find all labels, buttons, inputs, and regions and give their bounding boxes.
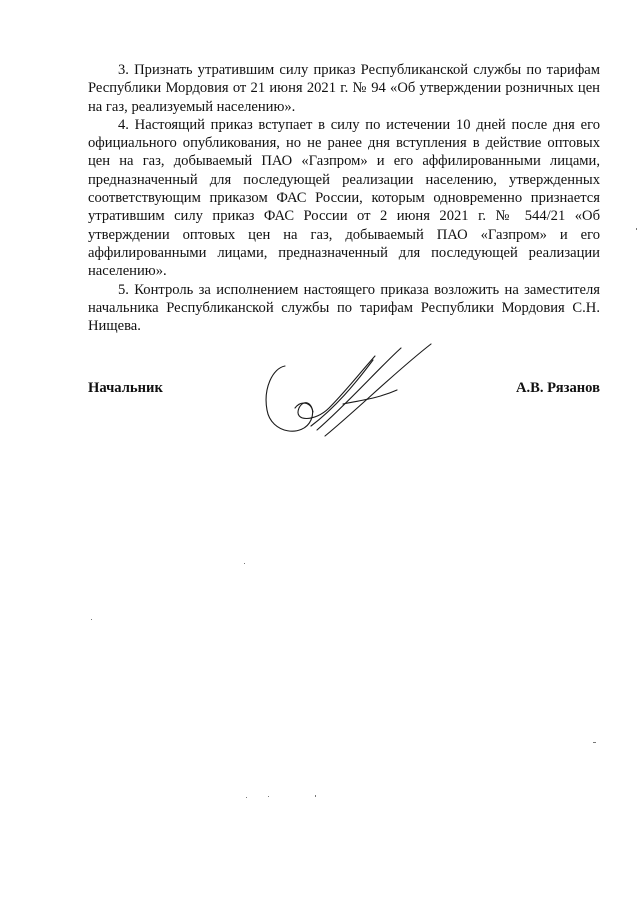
document-body [88, 61, 600, 335]
scan-speck [636, 228, 637, 230]
scan-speck [91, 619, 92, 620]
scan-speck [315, 795, 316, 797]
paragraph-4: 4. Настоящий приказ вступает в силу по истечении 10 дней после дня его официального опубликования, но не ранее дня вступления в действие оптовых цен на газ, добываемый ПАО «Газпром» и его аффилированными лицами, предназначенный для последующей реализации населению, утвержденных соответствующим приказом ФАС России, которым одновременно признается утратившим силу приказ ФАС России от 2 июня 2021 г. № 544/21 «Об утверждении оптовых цен на газ, добываемый ПАО «Газпром» и его аффилированными лицами, предназначенный для последующей реализации населению». [88, 116, 600, 280]
signatory-title: Начальник [88, 380, 163, 396]
paragraph-5: 5. Контроль за исполнением настоящего приказа возложить на заместителя начальника Республиканской службы по тарифам Республики Мордовия С.Н. Нищева. [88, 281, 600, 335]
handwritten-signature [255, 338, 445, 448]
paragraph-3: 3. Признать утратившим силу приказ Республиканской службы по тарифам Республики Мордовия от 21 июня 2021 г. № 94 «Об утверждении розничных цен на газ, реализуемый населению». [88, 62, 600, 115]
scan-speck [244, 563, 245, 564]
scan-speck [246, 797, 247, 798]
scan-speck [268, 796, 269, 797]
scan-speck [593, 742, 596, 743]
signatory-name: А.В. Рязанов [515, 380, 600, 396]
